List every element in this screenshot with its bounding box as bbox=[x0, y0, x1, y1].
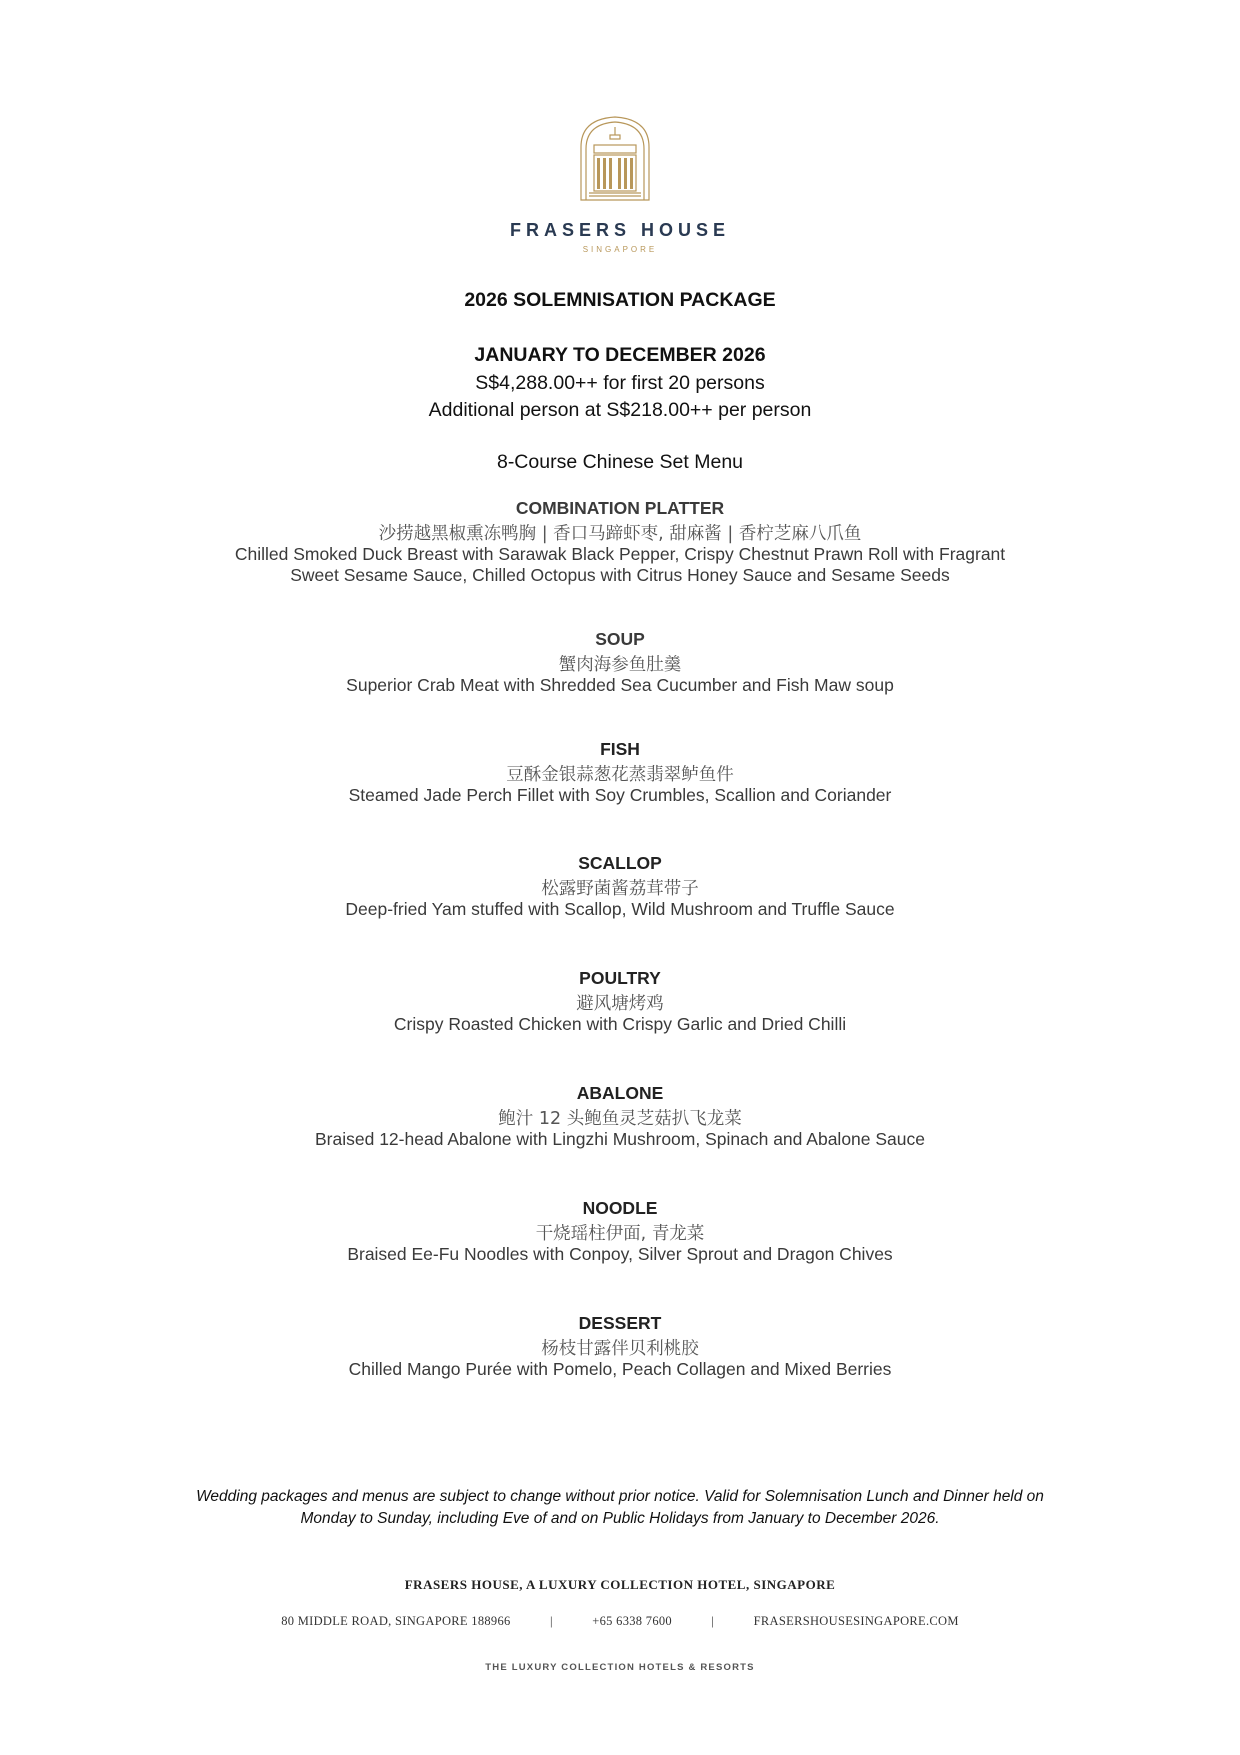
course-description: Sweet Sesame Sauce, Chilled Octopus with Citrus Honey Sauce and Sesame Seeds bbox=[290, 565, 950, 585]
course-title: NOODLE bbox=[582, 1198, 658, 1218]
footer-separator: | bbox=[550, 1614, 553, 1628]
course-description: Chilled Mango Purée with Pomelo, Peach Collagen and Mixed Berries bbox=[348, 1359, 892, 1379]
brand-location: SINGAPORE bbox=[582, 245, 658, 254]
brand-name: FRASERS HOUSE bbox=[509, 220, 731, 240]
footer-separator: | bbox=[711, 1614, 715, 1628]
course-title: SOUP bbox=[595, 629, 645, 649]
course-description: Superior Crab Meat with Shredded Sea Cucumber and Fish Maw soup bbox=[346, 675, 894, 695]
course-description: Deep-fried Yam stuffed with Scallop, Wild Mushroom and Truffle Sauce bbox=[345, 899, 895, 919]
course-title: POULTRY bbox=[579, 968, 661, 988]
course-chinese-name: 杨枝甘露伴贝利桃胶 bbox=[541, 1339, 699, 1359]
course-chinese-name: 豆酥金银蒜葱花蒸翡翠鲈鱼件 bbox=[506, 765, 734, 785]
footer-collection: THE LUXURY COLLECTION HOTELS & RESORTS bbox=[485, 1662, 755, 1673]
footer-hotel-name: FRASERS HOUSE, A LUXURY COLLECTION HOTEL, SINGAPORE bbox=[404, 1577, 836, 1592]
course-chinese-name: 干烧瑶柱伊面, 青龙菜 bbox=[535, 1224, 705, 1244]
disclaimer-line: Wedding packages and menus are subject to change without prior notice. Valid for Solemnisation Lunch and Dinner held on bbox=[196, 1488, 1044, 1505]
package-price: S$4,288.00++ for first 20 persons bbox=[475, 372, 765, 394]
arched-window-logo-icon bbox=[577, 115, 653, 201]
course-chinese-name: 蟹肉海参鱼肚羹 bbox=[558, 655, 682, 675]
additional-person-price: Additional person at S$218.00++ per person bbox=[428, 399, 812, 421]
footer-website-link[interactable]: FRASERSHOUSESINGAPORE.COM bbox=[753, 1614, 959, 1628]
footer-address: 80 MIDDLE ROAD, SINGAPORE 188966 bbox=[281, 1614, 511, 1628]
course-chinese-name: 避风塘烤鸡 bbox=[576, 994, 664, 1014]
course-description: Steamed Jade Perch Fillet with Soy Crumbles, Scallion and Coriander bbox=[348, 785, 892, 805]
course-chinese-name: 沙捞越黑椒熏冻鸭胸 | 香口马蹄虾枣, 甜麻酱 | 香柠芝麻八爪鱼 bbox=[378, 524, 862, 544]
course-description: Chilled Smoked Duck Breast with Sarawak Black Pepper, Crispy Chestnut Prawn Roll with Fragrant bbox=[234, 544, 1006, 564]
course-description: Braised 12-head Abalone with Lingzhi Mushroom, Spinach and Abalone Sauce bbox=[315, 1129, 925, 1149]
course-description: Crispy Roasted Chicken with Crispy Garlic and Dried Chilli bbox=[393, 1014, 847, 1034]
course-title: ABALONE bbox=[576, 1083, 664, 1103]
footer-contact bbox=[0, 1614, 1240, 1629]
course-title: DESSERT bbox=[578, 1313, 662, 1333]
course-title: SCALLOP bbox=[578, 853, 662, 873]
disclaimer-line: Monday to Sunday, including Eve of and on Public Holidays from January to December 2026. bbox=[300, 1510, 940, 1527]
course-chinese-name: 松露野菌酱荔茸带子 bbox=[541, 879, 699, 899]
course-description: Braised Ee-Fu Noodles with Conpoy, Silver Sprout and Dragon Chives bbox=[347, 1244, 893, 1264]
package-title: 2026 SOLEMNISATION PACKAGE bbox=[464, 289, 776, 311]
course-title: COMBINATION PLATTER bbox=[515, 498, 725, 518]
footer-phone[interactable]: +65 6338 7600 bbox=[592, 1614, 672, 1628]
menu-title: 8-Course Chinese Set Menu bbox=[496, 451, 744, 473]
package-period: JANUARY TO DECEMBER 2026 bbox=[474, 344, 766, 366]
course-chinese-name: 鲍汁 12 头鲍鱼灵芝菇扒飞龙菜 bbox=[498, 1109, 742, 1129]
course-title: FISH bbox=[600, 739, 640, 759]
